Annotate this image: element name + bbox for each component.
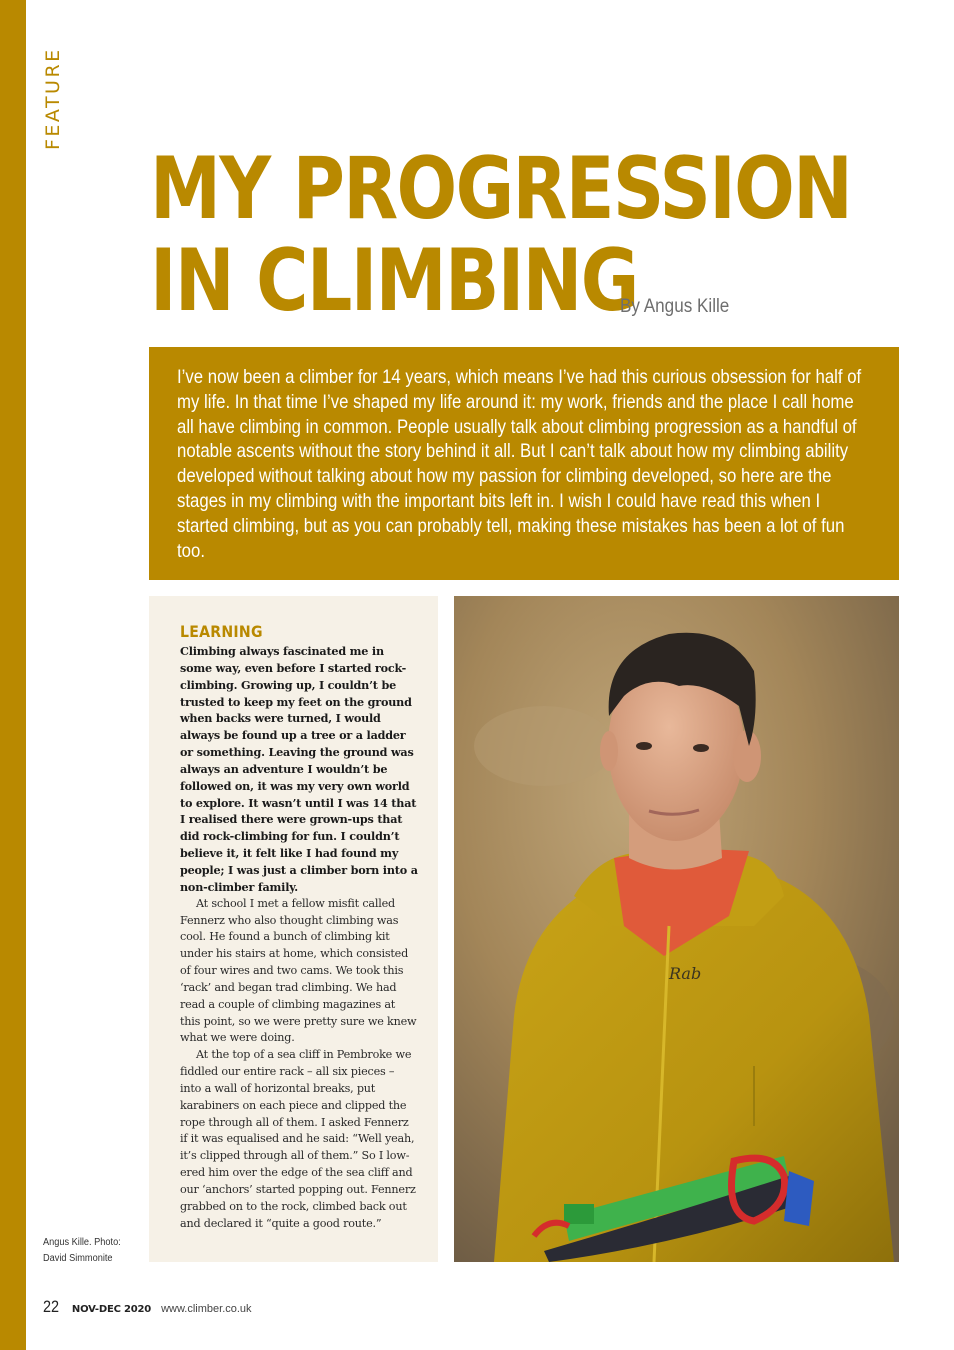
website-link[interactable]: www.climber.co.uk [161,1303,252,1315]
rab-logo: Rab [669,964,702,983]
sidebar-heading: LEARNING [180,622,263,641]
caption-line-2: David Simmonite [43,1253,113,1264]
article-title [150,139,852,331]
section-label: FEATURE [42,47,64,150]
byline: By Angus Kille [620,296,730,317]
intro-box [149,347,899,580]
climber-portrait-illustration [454,596,899,1262]
body-paragraph: At the top of a sea cliff in Pembroke we fiddled our entire rack – all six pieces – into a wall of horizontal breaks, put karabiners on each piece and clipped the rope through all of them. I asked Fennerz if it was equalised and he said: “Well yeah, it’s clipped through all of them.” So I lowered him over the edge of the sea cliff and our ‘anchors’ started popping out. Fennerz grabbed on to the rock, climbed back out and declared it “quite a good route.” [180,1048,416,1230]
page-number: 22 [43,1297,60,1316]
photo-caption [43,1235,121,1267]
gold-side-stripe [0,0,26,1350]
caption-line-1: Angus Kille. Photo: [43,1237,121,1248]
body-paragraph: Climbing always fascinated me in some way, even before I started rock-climbing. Growing up, I couldn’t be trusted to keep my feet on the ground when backs were turned, I would always be found up a tree or a ladder or something. Leaving the ground was always an adventure I wouldn’t be followed on, it was my very own world to explore. It wasn’t until I was 14 that I realised there were grown-ups that did rock-climbing for fun. I couldn’t believe it, it felt like I had found my people; I was just a climber born into a non-climber family. [180,644,418,894]
page-footer [43,1297,252,1317]
body-paragraph: At school I met a fellow misfit called Fennerz who also thought climbing was cool. He found a bunch of climbing kit under his stairs at home, which consisted of four wires and two cams. We took this ‘rack’ and began trad climbing. We had read a couple of climbing magazines at this point, so we were pretty sure we knew what we were doing. [180,896,417,1045]
title-line-1: MY PROGRESSION [150,139,852,239]
title-line-2: IN CLIMBING [150,231,638,331]
issue-date: NOV-DEC 2020 [71,1304,152,1315]
learning-sidebar [149,596,438,1262]
intro-paragraph: I’ve now been a climber for 14 years, which means I’ve had this curious obsession for half of my life. In that time I’ve shaped my life around it: my work, friends and the place I call home all have climbing in common. People usually talk about climbing progression as a handful of notable ascents without the story behind it all. But I can’t talk about how my climbing ability developed without talking about how my passion for climbing developed, so here are the stages in my climbing with the important bits left in. I wish I could have read this when I started climbing, but as you can probably tell, making these mistakes has been a lot of fun too. [177,366,862,562]
portrait-photo [454,596,899,1262]
